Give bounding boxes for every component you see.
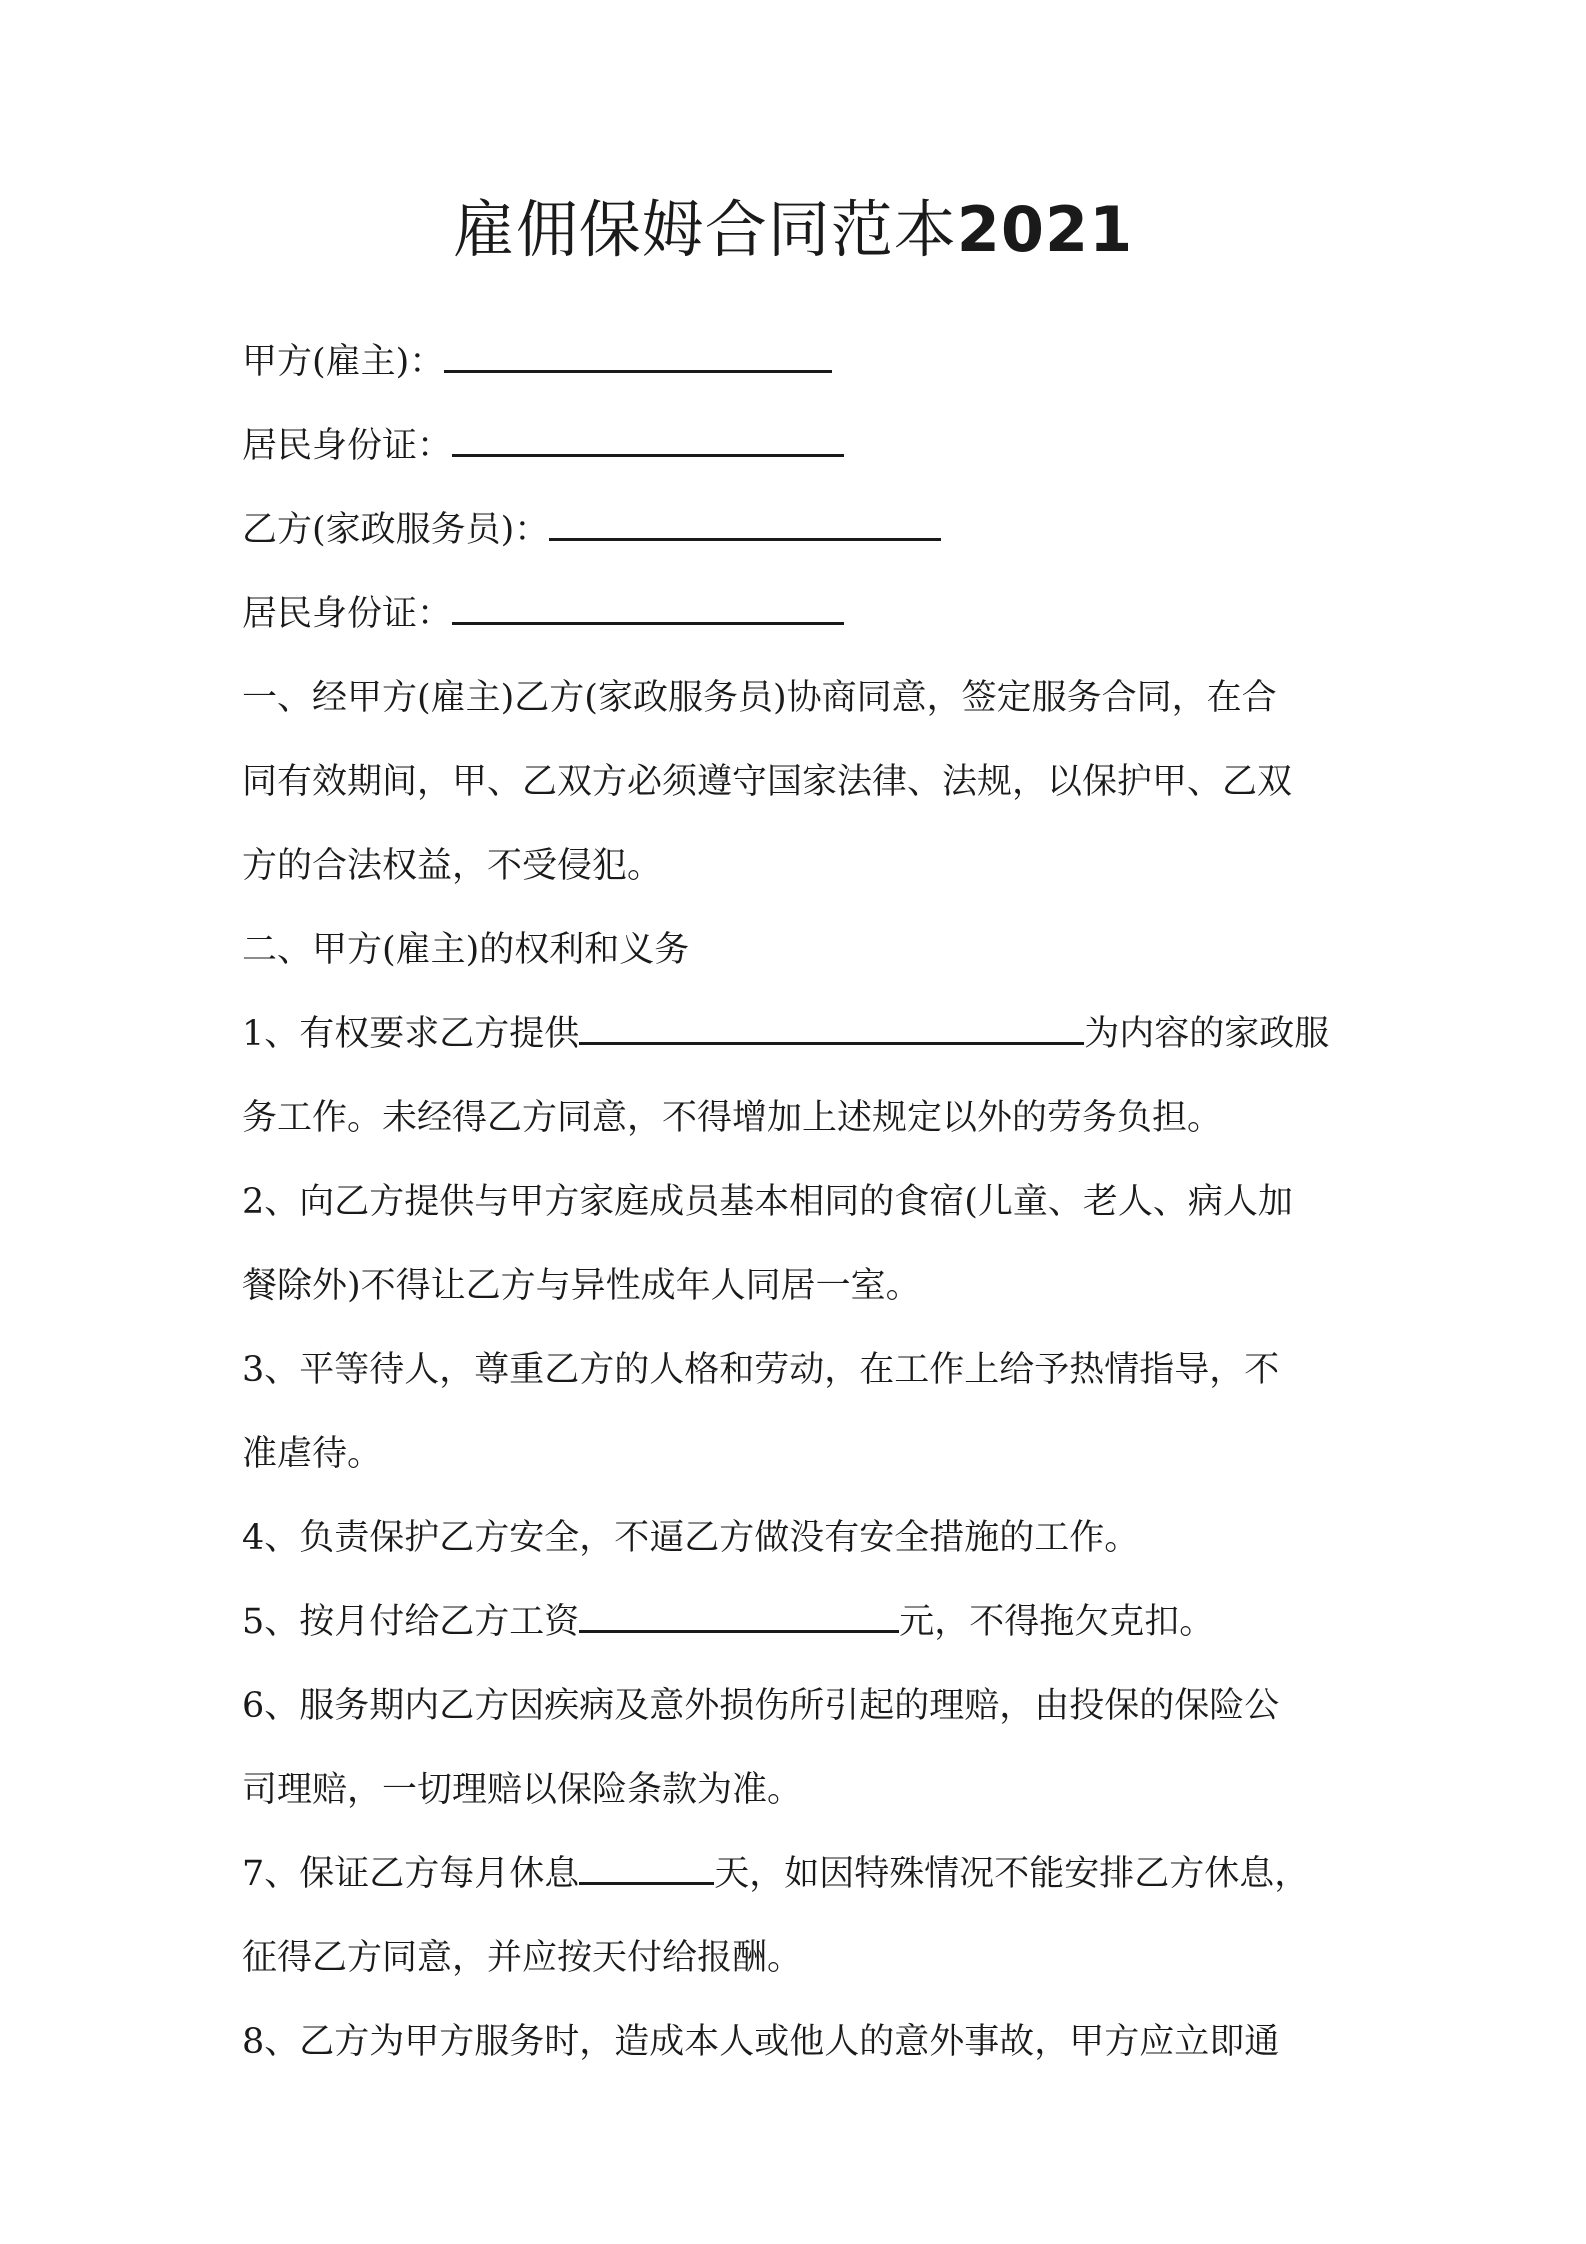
clause1-line3: 方的合法权益，不受侵犯。: [242, 846, 663, 886]
id-a-blank[interactable]: [452, 426, 844, 457]
item1-line1: [242, 992, 1357, 1076]
item7-line2: 征得乙方同意，并应按天付给报酬。: [242, 1938, 803, 1978]
item5-blank[interactable]: [579, 1602, 899, 1633]
item7-suffix: 天，如因特殊情况不能安排乙方休息，: [714, 1854, 1310, 1894]
item2-line2: 餐除外)不得让乙方与异性成年人同居一室。: [242, 1266, 921, 1306]
item2-line1: 2、向乙方提供与甲方家庭成员基本相同的食宿(儿童、老人、病人加: [242, 1182, 1293, 1222]
item1-line2: 务工作。未经得乙方同意，不得增加上述规定以外的劳务负担。: [242, 1098, 1223, 1138]
party-b-line: [242, 488, 1357, 572]
document-body: [242, 320, 1357, 2084]
party-a-label: 甲方(雇主)：: [242, 342, 445, 382]
party-a-line: [242, 320, 1357, 404]
clause1-line1: 一、经甲方(雇主)乙方(家政服务员)协商同意，签定服务合同，在合: [242, 678, 1277, 718]
title-year: 2021: [956, 193, 1134, 266]
id-a-line: [242, 404, 1357, 488]
item7-prefix: 7、保证乙方每月休息: [242, 1854, 580, 1894]
item1-suffix: 为内容的家政服: [1084, 1014, 1330, 1054]
id-b-line: [242, 572, 1357, 656]
item3-line2: 准虐待。: [242, 1434, 383, 1474]
section2-heading: 二、甲方(雇主)的权利和义务: [242, 930, 690, 970]
item4-line1: 4、负责保护乙方安全，不逼乙方做没有安全措施的工作。: [242, 1518, 1140, 1558]
id-b-blank[interactable]: [452, 594, 844, 625]
clause1-line2: 同有效期间，甲、乙双方必须遵守国家法律、法规，以保护甲、乙双: [242, 762, 1293, 802]
party-a-blank[interactable]: [444, 342, 832, 373]
item5-suffix: 元，不得拖欠克扣。: [899, 1602, 1215, 1642]
document-title: [0, 190, 1586, 270]
id-a-label: 居民身份证：: [242, 426, 453, 466]
item3-line1: 3、平等待人，尊重乙方的人格和劳动，在工作上给予热情指导，不: [242, 1350, 1280, 1390]
party-b-blank[interactable]: [549, 510, 941, 541]
item8-line1: 8、乙方为甲方服务时，造成本人或他人的意外事故，甲方应立即通: [242, 2022, 1280, 2062]
item5-prefix: 5、按月付给乙方工资: [242, 1602, 580, 1642]
id-b-label: 居民身份证：: [242, 594, 453, 634]
title-text: 雇佣保姆合同范本: [452, 193, 957, 266]
item6-line2: 司理赔，一切理赔以保险条款为准。: [242, 1770, 803, 1810]
item7-line1: [242, 1832, 1357, 1916]
item5-line1: [242, 1580, 1357, 1664]
party-b-label: 乙方(家政服务员)：: [242, 510, 550, 550]
item7-blank[interactable]: [579, 1854, 714, 1885]
item1-blank[interactable]: [579, 1014, 1084, 1045]
item1-prefix: 1、有权要求乙方提供: [242, 1014, 580, 1054]
item6-line1: 6、服务期内乙方因疾病及意外损伤所引起的理赔，由投保的保险公: [242, 1686, 1280, 1726]
